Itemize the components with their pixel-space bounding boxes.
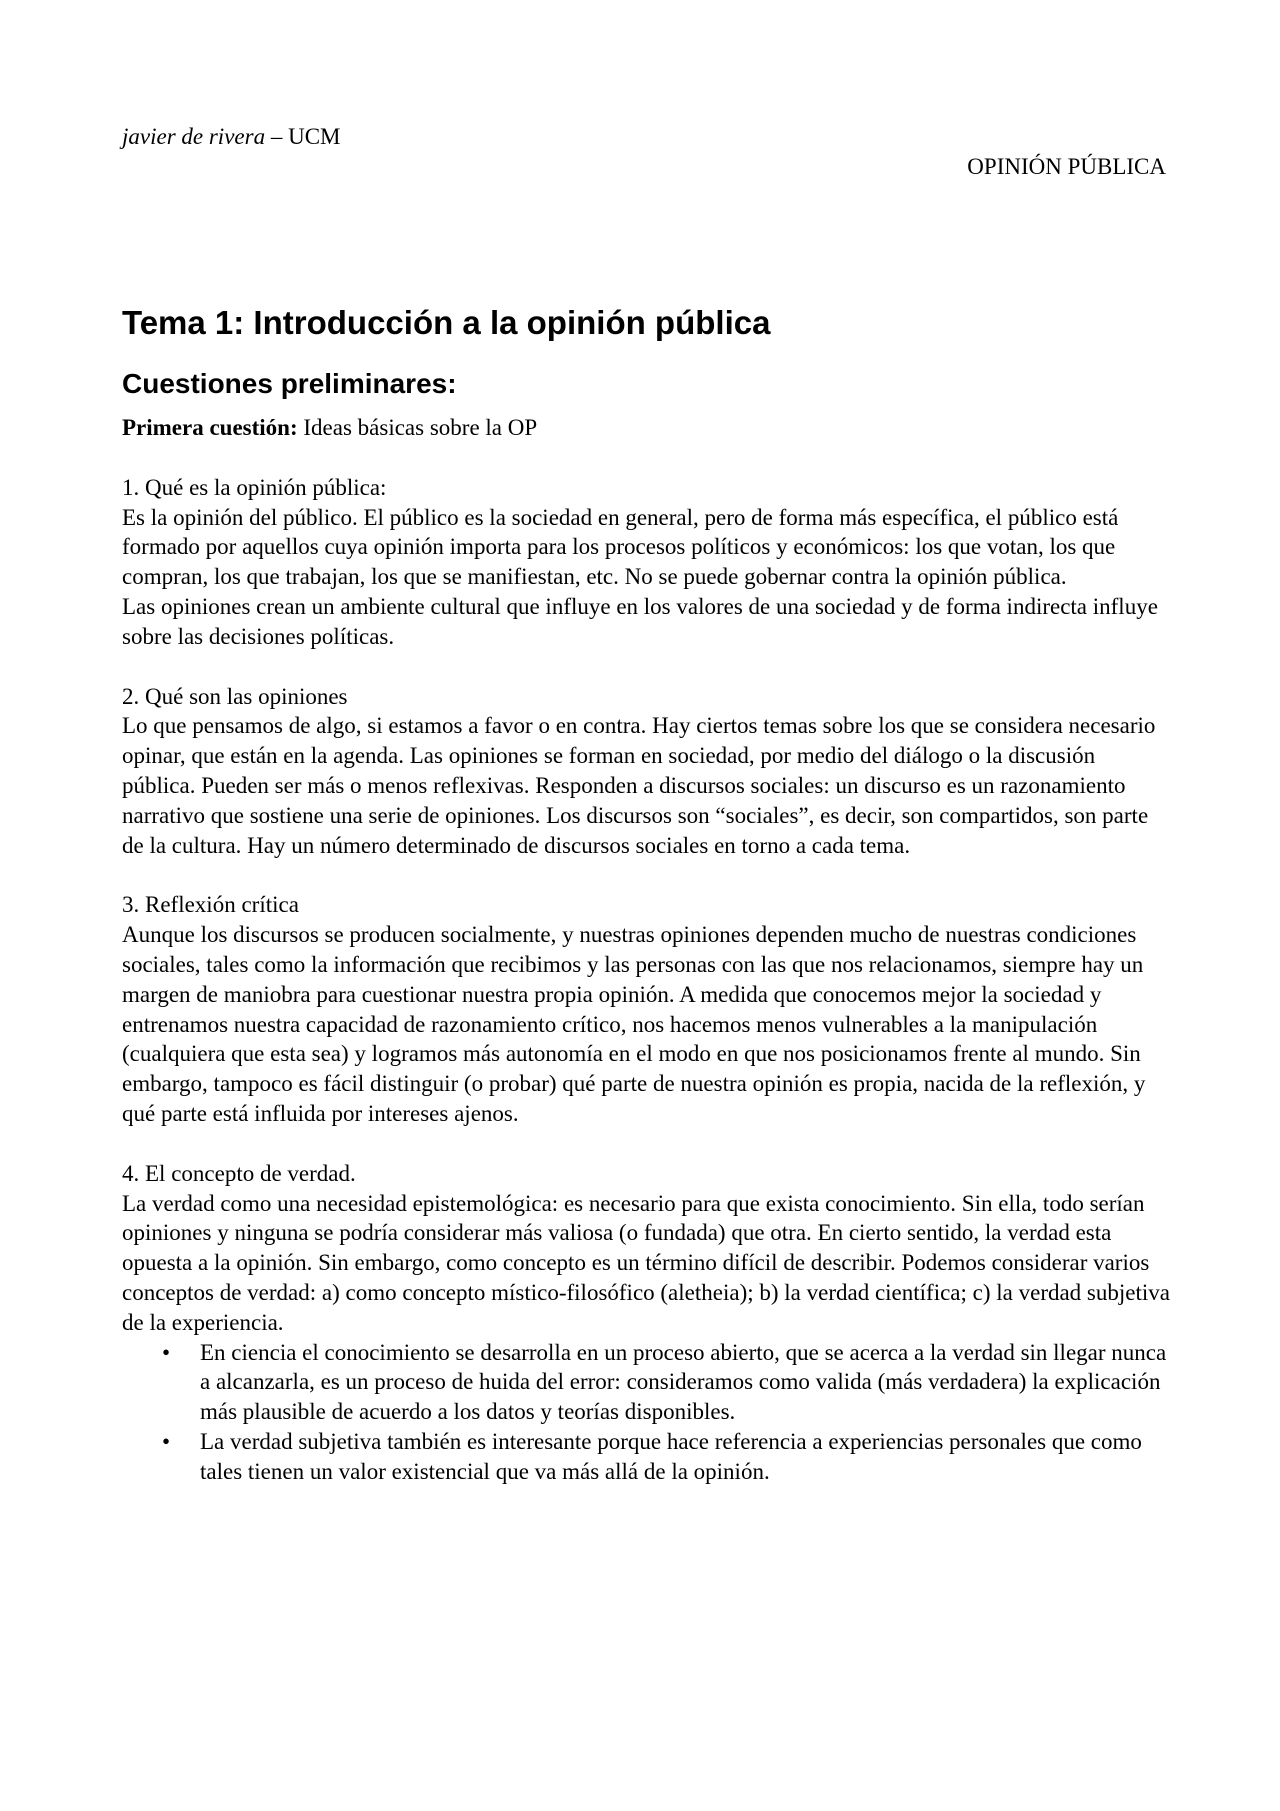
bullet-icon: •	[162, 1428, 171, 1454]
list-item-text: La verdad subjetiva también es interesante porque hace referencia a experiencias personales que como tales tienen un valor existencial que va más allá de la opinión.	[200, 1428, 1142, 1484]
section-heading: 2. Qué son las opiniones	[122, 683, 348, 709]
first-question	[122, 413, 1172, 443]
institution: UCM	[288, 124, 341, 149]
section-paragraph: Lo que pensamos de algo, si estamos a favor o en contra. Hay ciertos temas sobre los que se considera necesario opinar, que están en la agenda. Las opiniones se forman en sociedad, por medio del diálogo o la discusión pública. Pueden ser más o menos reflexivas. Responden a discursos sociales: un discurso es un razonamiento narrativo que sostiene una serie de opiniones. Los discursos son “sociales”, es decir, son compartidos, son parte de la cultura. Hay un número determinado de discursos sociales en torno a cada tema.	[122, 713, 1156, 858]
section-2	[122, 682, 1172, 861]
bullet-list	[122, 1338, 1172, 1487]
list-item	[122, 1427, 1172, 1487]
first-question-label: Primera cuestión:	[122, 415, 298, 440]
list-item	[122, 1338, 1172, 1427]
section-heading: 1. Qué es la opinión pública:	[122, 474, 387, 500]
section-1	[122, 473, 1172, 652]
document-body	[122, 303, 1172, 1487]
course-name: OPINIÓN PÚBLICA	[967, 154, 1166, 179]
bullet-icon: •	[162, 1339, 171, 1365]
author-name: javier de rivera	[122, 124, 266, 149]
header-separator: –	[265, 124, 289, 149]
header-author-line	[122, 122, 340, 152]
first-question-text: Ideas básicas sobre la OP	[297, 415, 538, 440]
section-paragraph: Las opiniones crean un ambiente cultural que influye en los valores de una sociedad y de forma indirecta influye sobre las decisiones políticas.	[122, 593, 1158, 649]
document-subtitle: Cuestiones preliminares:	[122, 368, 457, 399]
document-title: Tema 1: Introducción a la opinión pública	[122, 304, 771, 341]
section-3	[122, 890, 1172, 1128]
section-heading: 3. Reflexión crítica	[122, 892, 299, 918]
section-paragraph: La verdad como una necesidad epistemológica: es necesario para que exista conocimiento. Sin ella, todo serían opiniones y ninguna se podría considerar más valiosa (o fundada) que otra. En cierto sentido, la verdad esta opuesta a la opinión. Sin embargo, como concepto es un término difícil de describir. Podemos considerar varios conceptos de verdad: a) como concepto místico-filosófico (aletheia); b) la verdad científica; c) la verdad subjetiva de la experiencia.	[122, 1190, 1170, 1335]
list-item-text: En ciencia el conocimiento se desarrolla en un proceso abierto, que se acerca a la verdad sin llegar nunca a alcanzarla, es un proceso de huida del error: consideramos como valida (más verdadera) la explicación más plausible de acuerdo a los datos y teorías disponibles.	[200, 1339, 1167, 1425]
section-paragraph: Aunque los discursos se producen socialmente, y nuestras opiniones dependen mucho de nuestras condiciones sociales, tales como la información que recibimos y las personas con las que nos relacionamos, siempre hay un margen de maniobra para cuestionar nuestra propia opinión. A medida que conocemos mejor la sociedad y entrenamos nuestra capacidad de razonamiento crítico, nos hacemos menos vulnerables a la manipulación (cualquiera que esta sea) y logramos más autonomía en el modo en que nos posicionamos frente al mundo. Sin embargo, tampoco es fácil distinguir (o probar) qué parte de nuestra opinión es propia, nacida de la reflexión, y qué parte está influida por intereses ajenos.	[122, 922, 1146, 1126]
section-heading: 4. El concepto de verdad.	[122, 1160, 356, 1186]
section-paragraph: Es la opinión del público. El público es la sociedad en general, pero de forma más específica, el público está formado por aquellos cuya opinión importa para los procesos políticos y económicos: los que votan, los que compran, los que trabajan, los que se manifiestan, etc. No se puede gobernar contra la opinión pública.	[122, 504, 1119, 590]
section-4	[122, 1159, 1172, 1487]
